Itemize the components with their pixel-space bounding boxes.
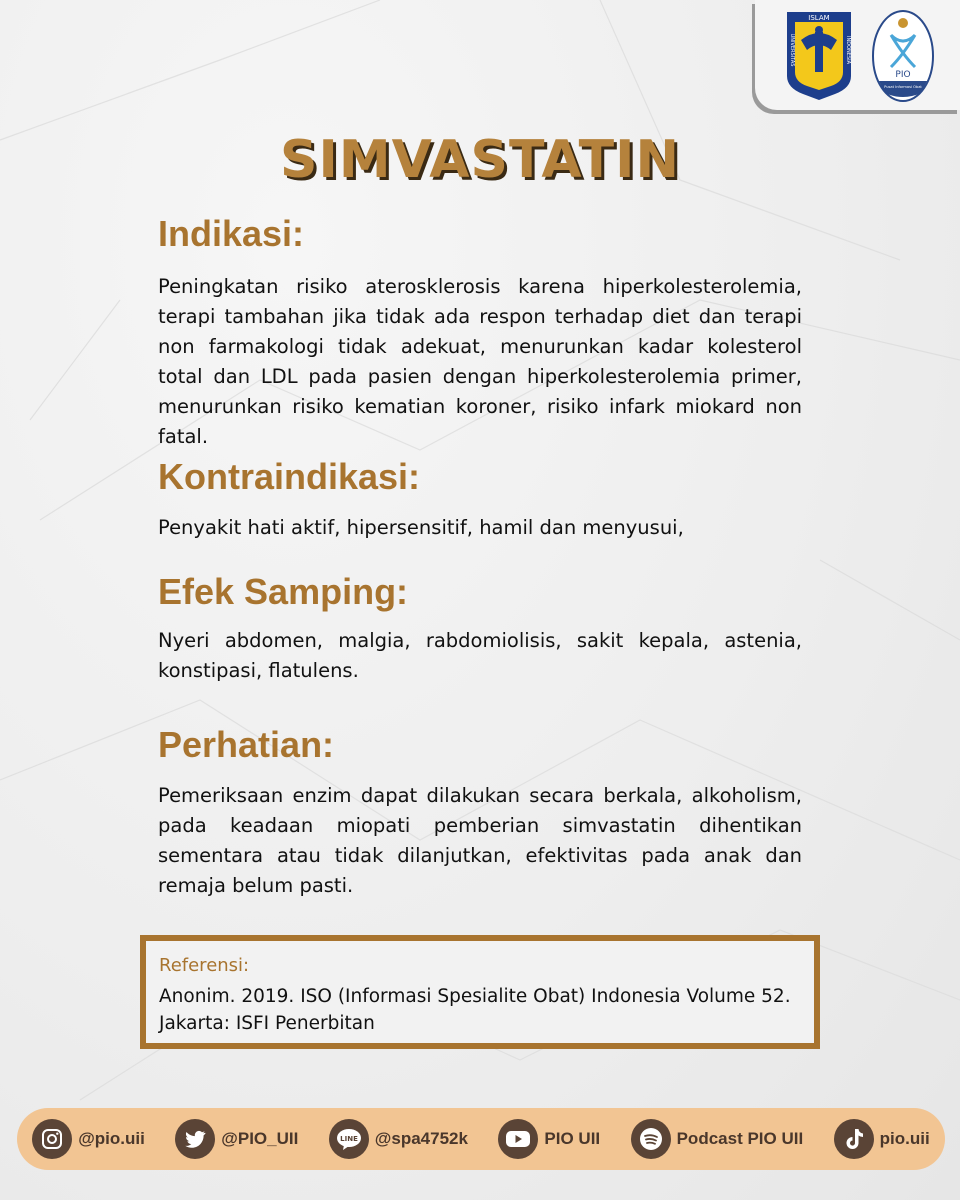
indikasi-heading: Indikasi:	[158, 213, 305, 254]
social-spotify[interactable]	[631, 1119, 804, 1159]
social-twitter[interactable]	[175, 1119, 298, 1159]
line-icon	[329, 1119, 369, 1159]
reference-box	[140, 935, 820, 1049]
social-line[interactable]	[329, 1119, 468, 1159]
tiktok-label: pio.uii	[879, 1129, 930, 1148]
pio-logo-mark: PIO	[895, 70, 911, 80]
section-kontraindikasi	[158, 455, 802, 543]
social-tiktok[interactable]	[834, 1119, 930, 1159]
efek-samping-heading: Efek Samping:	[158, 571, 409, 612]
line-icon-text: LINE	[339, 1135, 358, 1143]
page-title: SIMVASTATIN	[280, 130, 680, 190]
instagram-label: @pio.uii	[78, 1129, 145, 1148]
tiktok-icon	[834, 1119, 874, 1159]
perhatian-text: Pemeriksaan enzim dapat dilakukan secara berkala, alkoholism, pada keadaan miopati pemberian simvastatin dihentikan sementara atau tidak dilanjutkan, efektivitas pada anak dan remaja belum pasti.	[158, 784, 802, 897]
indikasi-text: Peningkatan risiko aterosklerosis karena hiperkolesterolemia, terapi tambahan jika tidak ada respon terhadap diet dan terapi non farmakologi tidak adekuat, menurunkan kadar kolesterol total dan LDL pada pasien dengan hiperkolesterolemia primer, menurunkan risiko kematian koroner, risiko infark miokard non fatal.	[158, 275, 802, 448]
pio-logo-subtext: Pusat Informasi Obat	[884, 85, 922, 89]
kontraindikasi-heading: Kontraindikasi:	[158, 456, 421, 497]
perhatian-heading: Perhatian:	[158, 724, 335, 765]
instagram-icon	[32, 1119, 72, 1159]
pio-logo	[871, 9, 935, 103]
reference-text: Anonim. 2019. ISO (Informasi Spesialite Obat) Indonesia Volume 52. Jakarta: ISFI Penerbitan	[159, 986, 791, 1034]
social-instagram[interactable]	[32, 1119, 145, 1159]
uii-logo-text-top: ISLAM	[808, 14, 830, 22]
social-youtube[interactable]	[498, 1119, 600, 1159]
uii-logo-text-left: UNIVERSITAS	[789, 33, 795, 67]
kontraindikasi-text: Penyakit hati aktif, hipersensitif, hamil dan menyusui,	[158, 516, 684, 539]
twitter-label: @PIO_UII	[221, 1129, 299, 1148]
youtube-icon	[498, 1119, 538, 1159]
reference-label: Referensi:	[159, 955, 250, 976]
logo-panel	[755, 0, 960, 110]
youtube-label: PIO UII	[544, 1129, 601, 1148]
spotify-label: Podcast PIO UII	[676, 1129, 804, 1148]
line-label: @spa4752k	[374, 1129, 468, 1148]
spotify-icon	[631, 1119, 671, 1159]
uii-logo-text-right: INDONESIA	[845, 36, 851, 64]
section-indikasi	[158, 212, 802, 452]
efek-samping-text: Nyeri abdomen, malgia, rabdomiolisis, sakit kepala, astenia, konstipasi, flatulens.	[158, 629, 802, 682]
twitter-icon	[175, 1119, 215, 1159]
social-footer	[17, 1108, 945, 1170]
section-efek-samping	[158, 570, 802, 686]
section-perhatian	[158, 723, 802, 901]
uii-logo	[785, 10, 853, 102]
